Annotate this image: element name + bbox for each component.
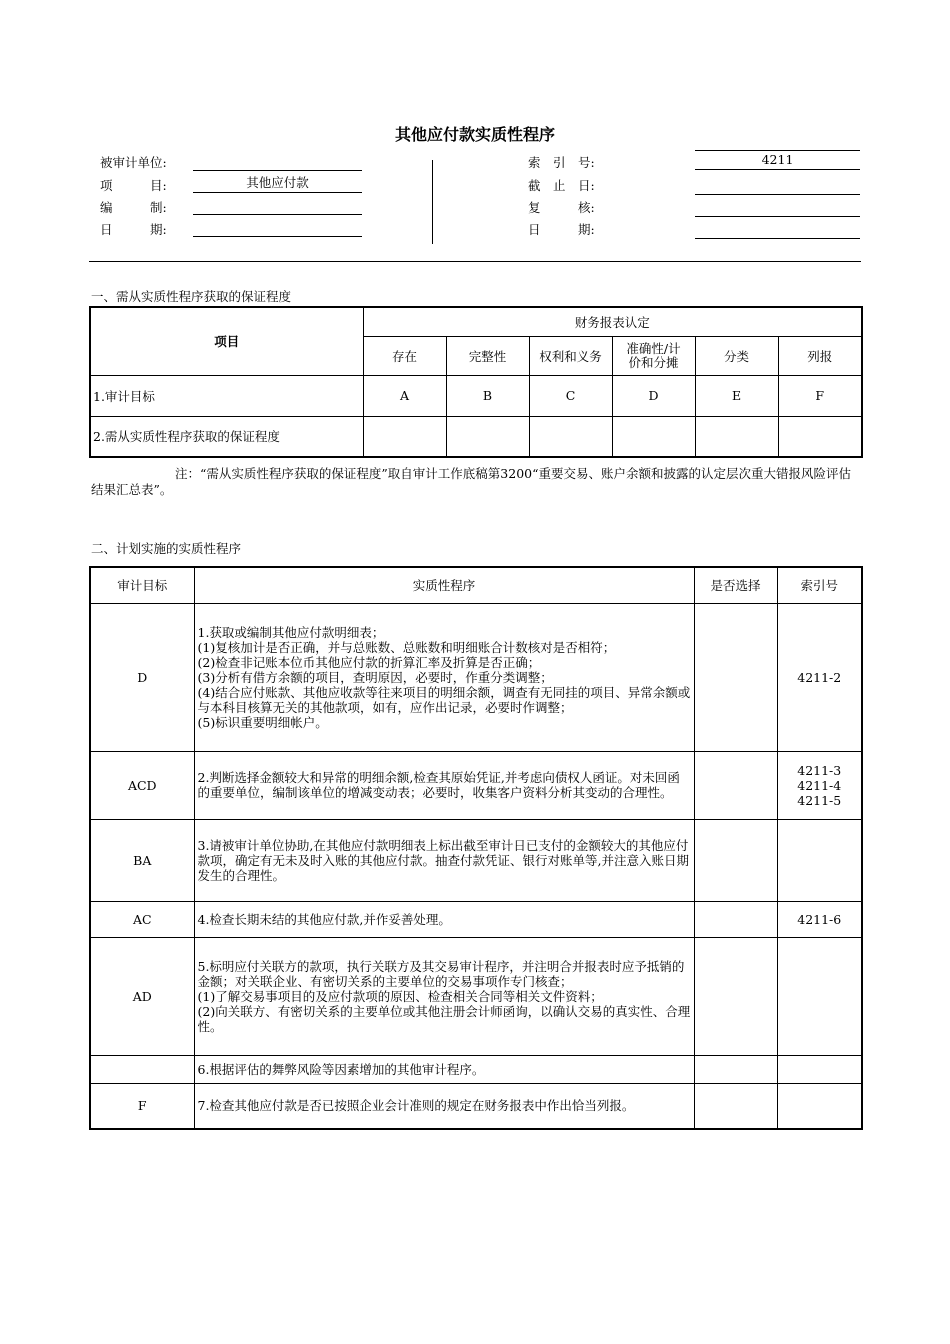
label-date-right: 日 期:	[528, 222, 595, 237]
goal-cell	[90, 1055, 194, 1083]
label-audited-unit: 被审计单位:	[100, 155, 167, 170]
table-row	[90, 819, 862, 901]
goal-cell: BA	[90, 819, 194, 901]
procedure-cell	[194, 603, 694, 751]
assertion-presentation: 列报	[778, 336, 862, 375]
label-index-no: 索 引 号:	[528, 155, 595, 170]
field-reviewer[interactable]	[695, 198, 860, 217]
assertion-classification: 分类	[695, 336, 778, 375]
procedure-text: 5.标明应付关联方的款项，执行关联方及其交易审计程序，并注明合并报表时应予抵销的金额；对关联企业、有密切关系的主要单位的交易事项作专门核查； (1)了解交易事项目的及应付款项的原因、检查相关合同等相关文件资料； (2)向关联方、有密切关系的主要单位或其他注册会计师函询，以确认交易的真实性、合理性。	[197, 958, 691, 1034]
field-prepared-by[interactable]	[193, 196, 362, 215]
procedure-cell	[194, 751, 694, 819]
header-divider	[432, 160, 433, 244]
index-cell	[777, 937, 862, 1055]
section2-heading: 二、计划实施的实质性程序	[91, 541, 242, 556]
column-header-selected: 是否选择	[694, 567, 777, 603]
column-header-index: 索引号	[777, 567, 862, 603]
procedure-cell	[194, 901, 694, 937]
index-cell: 4211-2	[777, 603, 862, 751]
table-row	[90, 416, 862, 457]
field-audited-unit[interactable]	[193, 152, 362, 171]
page-title: 其他应付款实质性程序	[394, 125, 555, 144]
index-cell	[777, 1083, 862, 1129]
goal-cell: D	[90, 603, 194, 751]
label-item: 项 目:	[100, 178, 167, 193]
field-date-right[interactable]	[695, 220, 860, 239]
procedure-text: 6.根据评估的舞弊风险等因素增加的其他审计程序。	[197, 1061, 485, 1077]
cell[interactable]	[612, 416, 695, 457]
row-label: 2.需从实质性程序获取的保证程度	[90, 416, 363, 457]
index-cell: 4211-6	[777, 901, 862, 937]
cell[interactable]: F	[778, 375, 862, 416]
table-row	[90, 1083, 862, 1129]
procedure-text: 4.检查长期未结的其他应付款,并作妥善处理。	[197, 911, 451, 927]
label-cutoff-date: 截 止 日:	[528, 178, 595, 193]
row-label: 1.审计目标	[90, 375, 363, 416]
index-cell	[777, 1055, 862, 1083]
procedure-text: 1.获取或编制其他应付款明细表； (1)复核加计是否正确，并与总账数、总账数和明细账合计数核对是否相符； (2)检查非记账本位币其他应付款的折算汇率及折算是否正确； (3)分析有借方余额的项目，查明原因，必要时，作重分类调整； (4)结合应付账款、其他应收款等往来项目的明细余额，调查有无同挂的项目、异常余额或与本科目核算无关的其他款项，如有，应作出记录，必要时作调整； (5)标识重要明细帐户。	[197, 624, 691, 730]
procedure-cell	[194, 937, 694, 1055]
goal-cell: AC	[90, 901, 194, 937]
label-date-left: 日 期:	[100, 222, 167, 237]
table-row	[90, 603, 862, 751]
cell[interactable]	[529, 416, 612, 457]
table-row	[90, 751, 862, 819]
section1-note: 注：“需从实质性程序获取的保证程度”取自审计工作底稿第3200“重要交易、账户余额和披露的认定层次重大错报风险评估结果汇总表”。	[91, 466, 851, 497]
index-cell: 4211-3 4211-4 4211-5	[777, 751, 862, 819]
field-date-left[interactable]	[193, 218, 362, 237]
field-cutoff-date[interactable]	[695, 176, 860, 195]
index-cell	[777, 819, 862, 901]
cell[interactable]	[778, 416, 862, 457]
select-cell[interactable]	[694, 937, 777, 1055]
assertion-rights: 权利和义务	[529, 336, 612, 375]
cell[interactable]: C	[529, 375, 612, 416]
field-index-no[interactable]: 4211	[695, 150, 860, 170]
procedure-cell	[194, 1055, 694, 1083]
assertion-existence: 存在	[363, 336, 446, 375]
goal-cell: F	[90, 1083, 194, 1129]
table-row	[90, 901, 862, 937]
assurance-table	[89, 306, 863, 458]
procedure-text: 2.判断选择金额较大和异常的明细余额,检查其原始凭证,并考虑向债权人函证。对未回函的重要单位，编制该单位的增减变动表；必要时，收集客户资料分析其变动的合理性。	[197, 770, 680, 800]
select-cell[interactable]	[694, 751, 777, 819]
assertion-valuation: 准确性/计 价和分摊	[612, 336, 695, 375]
select-cell[interactable]	[694, 603, 777, 751]
table-row	[90, 937, 862, 1055]
select-cell[interactable]	[694, 1083, 777, 1129]
goal-cell: ACD	[90, 751, 194, 819]
assertion-group-header: 财务报表认定	[363, 307, 862, 336]
select-cell[interactable]	[694, 1055, 777, 1083]
procedure-cell	[194, 819, 694, 901]
header-rule	[89, 261, 861, 262]
goal-cell: AD	[90, 937, 194, 1055]
label-prepared-by: 编 制:	[100, 200, 167, 215]
section1-heading: 一、需从实质性程序获取的保证程度	[91, 289, 292, 304]
field-item[interactable]: 其他应付款	[193, 174, 362, 193]
label-reviewer: 复 核:	[528, 200, 595, 215]
assertion-completeness: 完整性	[446, 336, 529, 375]
column-header-procedure: 实质性程序	[194, 567, 694, 603]
select-cell[interactable]	[694, 819, 777, 901]
cell[interactable]	[695, 416, 778, 457]
cell[interactable]: B	[446, 375, 529, 416]
cell[interactable]	[446, 416, 529, 457]
procedure-text: 3.请被审计单位协助,在其他应付款明细表上标出截至审计日已支付的金额较大的其他应付款项，确定有无未及时入账的其他应付款。抽查付款凭证、银行对账单等,并注意入账日期发生的合理性。	[197, 837, 689, 883]
table-row	[90, 1055, 862, 1083]
cell[interactable]: E	[695, 375, 778, 416]
select-cell[interactable]	[694, 901, 777, 937]
cell[interactable]: D	[612, 375, 695, 416]
cell[interactable]: A	[363, 375, 446, 416]
table-row	[90, 375, 862, 416]
cell[interactable]	[363, 416, 446, 457]
column-header-goal: 审计目标	[90, 567, 194, 603]
procedure-cell	[194, 1083, 694, 1129]
item-header: 项目	[90, 307, 363, 375]
procedure-text: 7.检查其他应付款是否已按照企业会计准则的规定在财务报表中作出恰当列报。	[197, 1098, 635, 1114]
procedures-table	[89, 566, 863, 1130]
